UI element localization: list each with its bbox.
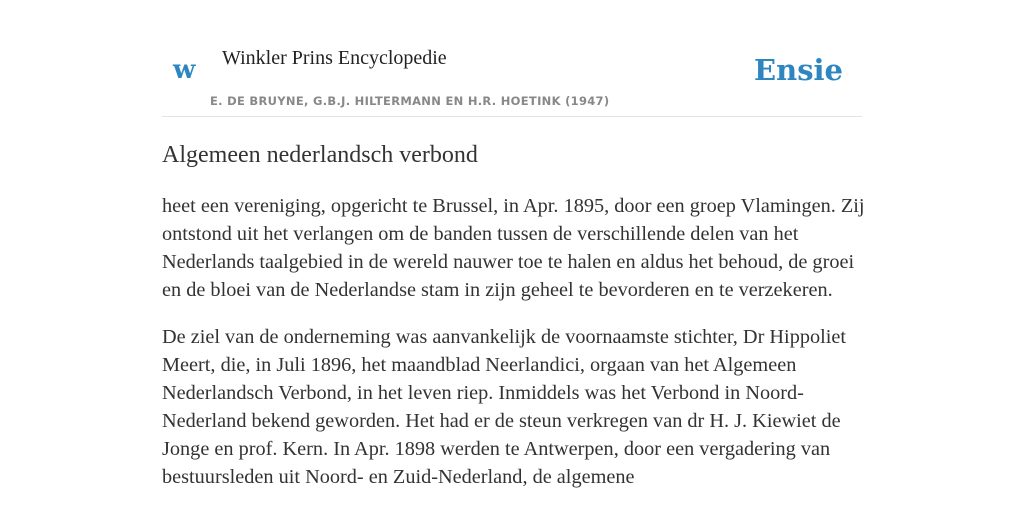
site-header	[162, 0, 862, 117]
book-authors: E. DE BRUYNE, G.B.J. HILTERMANN EN H.R. HOETINK (1947)	[210, 94, 610, 108]
article-paragraph: De ziel van de onderneming was aanvankelijk de voornaamste stichter, Dr Hippoliet Meert, die, in Juli 1896, het maandblad Neerlandici, orgaan van het Algemeen Nederlandsch Verbond, in het leven riep. Inmiddels was het Verbond in Noord-Nederland bekend geworden. Het had er de steun verkregen van dr H. J. Kiewiet de Jonge en prof. Kern. In Apr. 1898 werden te Antwerpen, door een vergadering van bestuursleden uit Noord- en Zuid-Nederland, de algemene	[162, 326, 847, 488]
ensie-brand-logo[interactable]: Ensie	[754, 53, 843, 87]
article-paragraph: heet een vereniging, opgericht te Brussel, in Apr. 1895, door een groep Vlamingen. Zij ontstond uit het verlangen om de banden tussen de verschillende delen van het Nederlands taalgebied in de wereld nauwer toe te halen en aldus het behoud, de groei en de bloei van de Nederlandse stam in zijn geheel te bevorderen en te verzekeren.	[162, 195, 865, 301]
winkler-prins-logo[interactable]: w	[173, 55, 196, 85]
article-title: Algemeen nederlandsch verbond	[162, 142, 478, 168]
book-title-link[interactable]: Winkler Prins Encyclopedie	[222, 47, 447, 69]
article-body	[162, 192, 872, 510]
